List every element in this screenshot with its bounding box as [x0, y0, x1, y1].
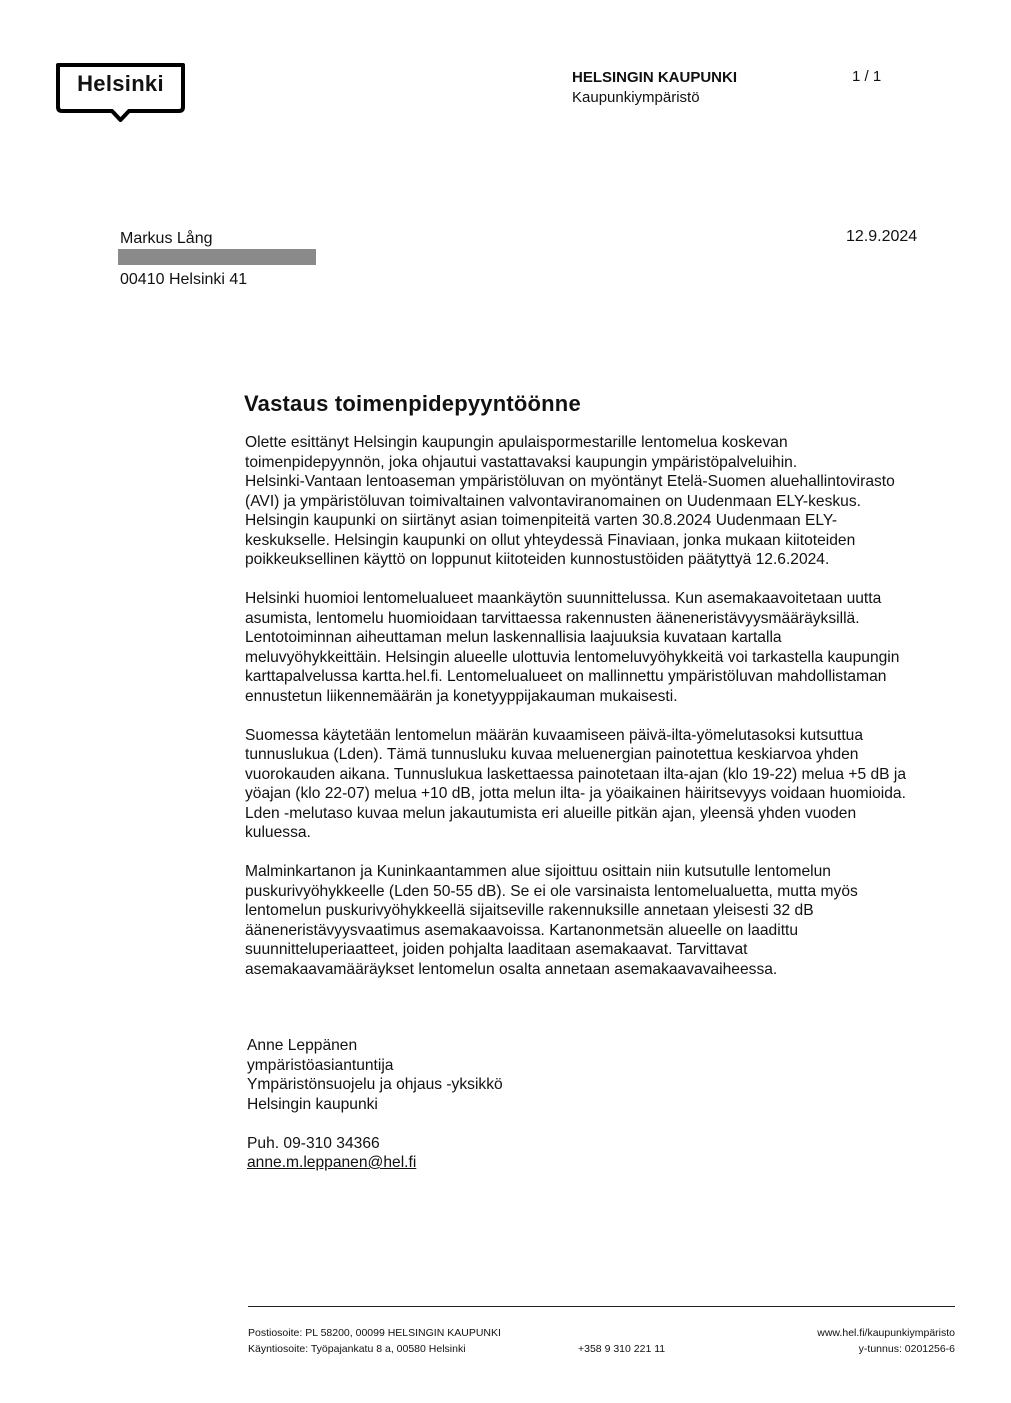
recipient-postal: 00410 Helsinki 41: [120, 271, 248, 288]
department-name: Kaupunkiympäristö: [572, 89, 700, 106]
paragraph-1: Olette esittänyt Helsingin kaupungin apulaispormestarille lentomelua koskevan toimenpidepyynnön, joka ohjautui vastattavaksi kaupungin ympäristöpalveluihin. Helsinki-Vantaan lentoaseman ympäristöluvan on myöntänyt Etelä-Suomen aluehallintovirasto (AVI) ja ympäristöluvan toimivaltainen valvontaviranomainen on Uudenmaan ELY-keskus. Helsingin kaupunki on siirtänyt asian toimenpiteitä varten 30.8.2024 Uudenmaan ELY- keskukselle. Helsingin kaupunki on ollut yhteydessä Finaviaan, jonka mukaan kiitoteiden poikkeuksellinen käyttö on loppunut kiitoteiden kunnostustöiden päätyttyä 12.6.2024.: [245, 434, 895, 568]
footer-website: www.hel.fi/kaupunkiympäristo: [817, 1327, 955, 1339]
helsinki-logo: [55, 62, 186, 114]
sender-organization: [572, 68, 737, 108]
signer-email-link[interactable]: anne.m.leppanen@hel.fi: [247, 1154, 417, 1171]
org-name: HELSINGIN KAUPUNKI: [572, 69, 738, 86]
letter-body: [245, 433, 965, 999]
signer-role: ympäristöasiantuntija: [247, 1056, 394, 1074]
logo-wordmark: Helsinki: [77, 71, 164, 96]
page-number: 1 / 1: [852, 68, 882, 85]
footer-phone: +358 9 310 221 11: [578, 1343, 666, 1355]
paragraph-2: Helsinki huomioi lentomelualueet maankäytön suunnittelussa. Kun asemakaavoitetaan uutta asumista, lentomelu huomioidaan tarvittaessa rakennusten ääneneristävyysmääräyksillä. Lentotoiminnan aiheuttaman melun laskennallisia laajuuksia kuvataan kartalla meluvyöhykkeittäin. Helsingin alueelle ulottuvia lentomeluvyöhykkeitä voi tarkastella kaupungin karttapalvelussa kartta.hel.fi. Lentomelualueet on mallinnettu ympäristöluvan mahdollistaman ennustetun liikennemäärän ja konetyyppijakauman mukaisesti.: [245, 590, 900, 705]
footer-addresses: [248, 1325, 501, 1357]
letter-date: 12.9.2024: [846, 228, 918, 245]
signer-organization: Helsingin kaupunki: [247, 1095, 378, 1113]
signer-phone: Puh. 09-310 34366: [247, 1134, 380, 1152]
footer-divider: [248, 1306, 955, 1307]
footer-business-id: y-tunnus: 0201256-6: [858, 1343, 955, 1355]
redacted-address: [118, 249, 316, 265]
signer-name: Anne Leppänen: [247, 1037, 358, 1054]
footer-postal-address: Postiosoite: PL 58200, 00099 HELSINGIN KAUPUNKI: [248, 1327, 501, 1339]
footer-contact: [780, 1325, 955, 1357]
signature-block: [247, 1036, 503, 1173]
letter-title: Vastaus toimenpidepyyntöönne: [244, 391, 581, 416]
paragraph-4: Malminkartanon ja Kuninkaantammen alue sijoittuu osittain niin kutsutulle lentomelun puskurivyöhykkeelle (Lden 50-55 dB). Se ei ole varsinaista lentomelualuetta, mutta myös lentomelun puskurivyöhykkeellä sijaitseville rakennuksille annetaan yleisesti 32 dB ääneneristävyysvaatimus asemakaavoissa. Kartanonmetsän alueelle on laadittu suunnitteluperiaatteet, joiden pohjalta laaditaan asemakaavat. Tarvittavat asemakaavamääräykset lentomelun osalta annetaan asemakaavavaiheessa.: [245, 863, 858, 978]
paragraph-3: Suomessa käytetään lentomelun määrän kuvaamiseen päivä-ilta-yömelutasoksi kutsuttua tunnuslukua (Lden). Tämä tunnusluku kuvaa meluenergian painotettua keskiarvoa yhden vuorokauden aikana. Tunnuslukua laskettaessa painotetaan ilta-ajan (klo 19-22) melua +5 dB ja yöajan (klo 22-07) melua +10 dB, jotta melun ilta- ja yöaikainen häiritsevyys voidaan huomioida. Lden -melutaso kuvaa melun jakautumista eri alueille pitkän ajan, yleensä yhden vuoden kuluessa.: [245, 726, 906, 841]
recipient-name: Markus Lång: [120, 230, 213, 247]
signer-unit: Ympäristönsuojelu ja ohjaus -yksikkö: [247, 1076, 503, 1093]
footer-visiting-address: Käyntiosoite: Työpajankatu 8 a, 00580 Helsinki: [248, 1343, 466, 1355]
